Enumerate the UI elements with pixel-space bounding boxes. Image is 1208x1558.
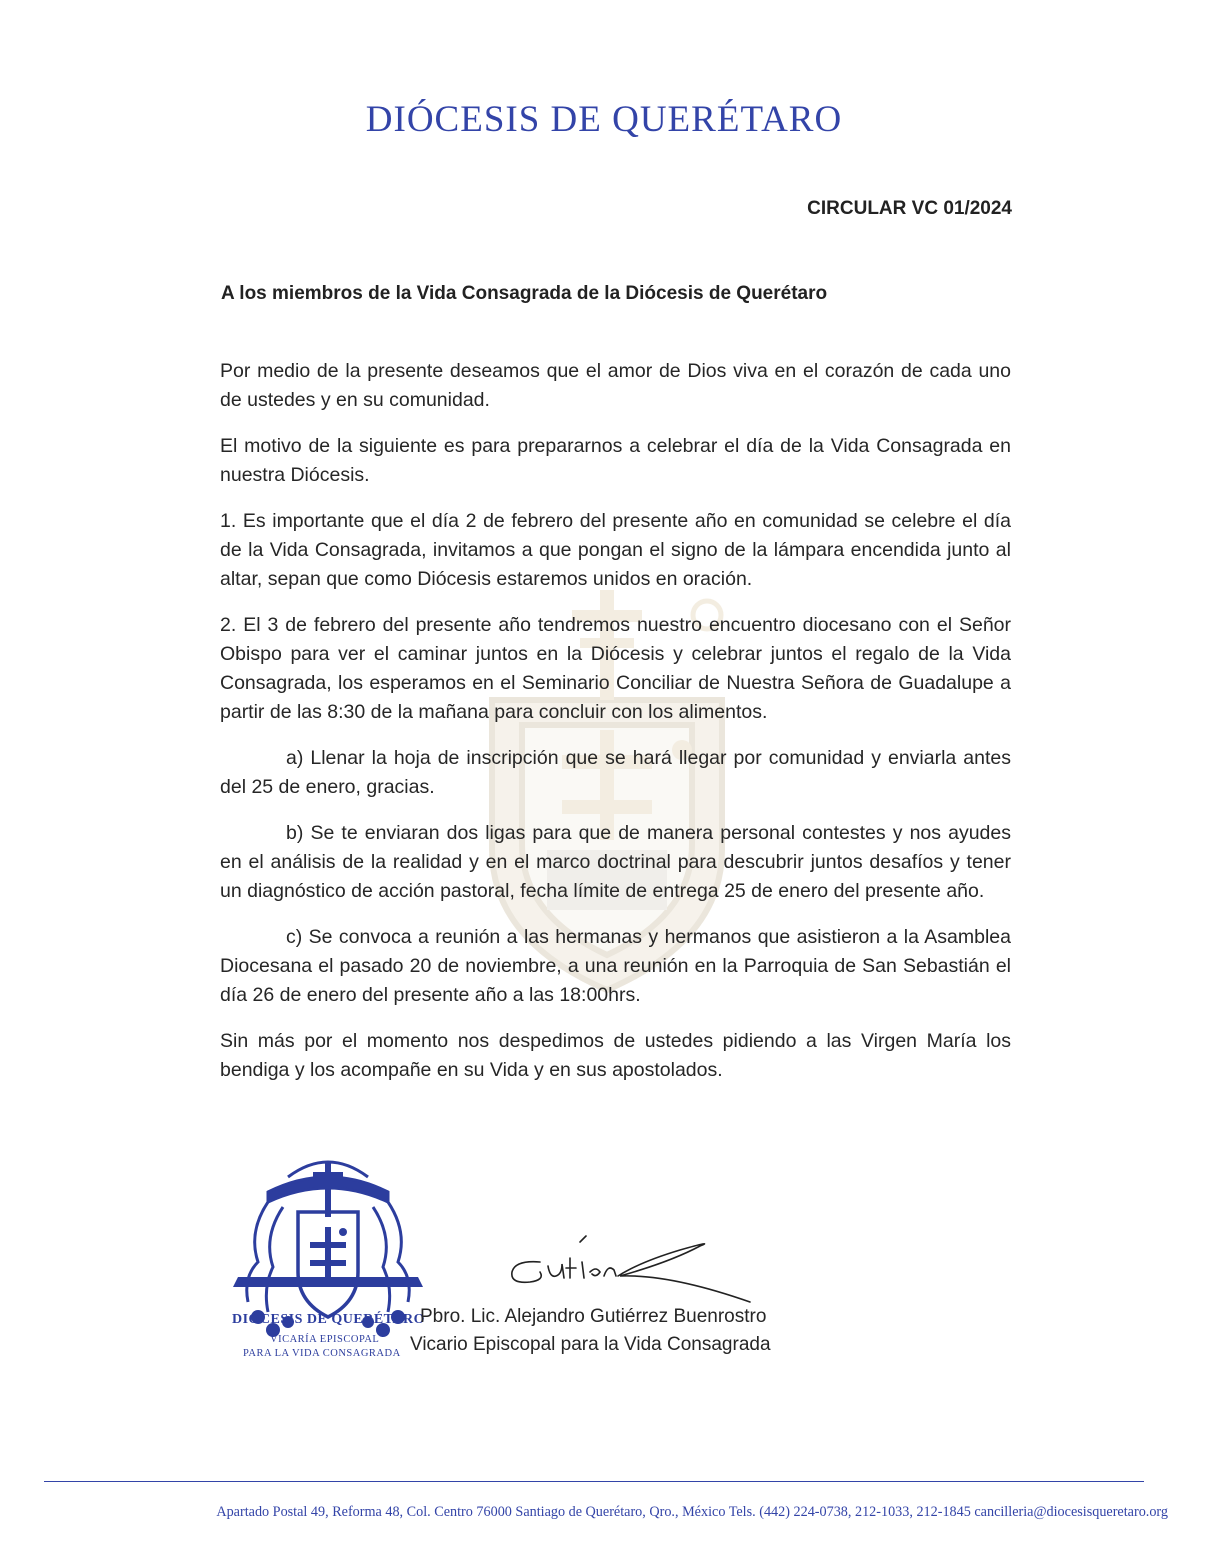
body-paragraph: 2. El 3 de febrero del presente año tendremos nuestro encuentro diocesano con el Señor Obispo para ver el caminar juntos en la Diócesis y celebrar juntos el regalo de la Vida Consagrada, los esperamos en el Seminario Conciliar de Nuestra Señora de Guadalupe a partir de las 8:30 de la mañana para concluir con los alimentos. (220, 614, 1011, 723)
letter-body (220, 357, 1011, 1102)
footer-divider (44, 1481, 1144, 1482)
seal-diocese-name: DIÓCESIS DE QUERÉTARO (232, 1312, 426, 1327)
body-subitem: c) Se convoca a reunión a las hermanas y hermanos que asistieron a la Asamblea Diocesana el pasado 20 de noviembre, a una reunión en la Parroquia de San Sebastián el día 26 de enero del presente año a las 18:00hrs. (220, 926, 1011, 1006)
body-subitem: a) Llenar la hoja de inscripción que se hará llegar por comunidad y enviarla antes del 25 de enero, gracias. (220, 747, 1011, 798)
seal-vida-consagrada: PARA LA VIDA CONSAGRADA (243, 1348, 401, 1359)
salutation: A los miembros de la Vida Consagrada de la Diócesis de Querétaro (221, 283, 828, 304)
signatory-role: Vicario Episcopal para la Vida Consagrada (410, 1334, 771, 1355)
diocese-title: DIÓCESIS DE QUERÉTARO (365, 99, 843, 140)
body-paragraph: 1. Es importante que el día 2 de febrero del presente año en comunidad se celebre el día de la Vida Consagrada, invitamos a que pongan el signo de la lámpara encendida junto al altar, sepan que como Diócesis estaremos unidos en oración. (220, 510, 1011, 590)
body-paragraph: Por medio de la presente deseamos que el amor de Dios viva en el corazón de cada uno de ustedes y en su comunidad. (220, 360, 1011, 411)
handwritten-signature (500, 1232, 760, 1312)
closing-paragraph: Sin más por el momento nos despedimos de ustedes pidiendo a las Virgen María los bendiga y los acompañe en su Vida y en sus apostolados. (220, 1030, 1011, 1081)
seal-vicaria: VICARÍA EPISCOPAL (270, 1334, 380, 1345)
body-subitem: b) Se te enviaran dos ligas para que de manera personal contestes y nos ayudes en el análisis de la realidad y en el marco doctrinal para descubrir juntos desafíos y tener un diagnóstico de acción pastoral, fecha límite de entrega 25 de enero del presente año. (220, 822, 1011, 902)
footer-contact: Apartado Postal 49, Reforma 48, Col. Centro 76000 Santiago de Querétaro, Qro., México Tels. (442) 224-0738, 212-1033, 212-1845 cancilleria@diocesisqueretaro.org (216, 1504, 1168, 1520)
circular-reference: CIRCULAR VC 01/2024 (807, 198, 1012, 219)
body-paragraph: El motivo de la siguiente es para prepararnos a celebrar el día de la Vida Consagrada en nuestra Diócesis. (220, 435, 1011, 486)
signatory-name: Pbro. Lic. Alejandro Gutiérrez Buenrostro (420, 1306, 767, 1327)
